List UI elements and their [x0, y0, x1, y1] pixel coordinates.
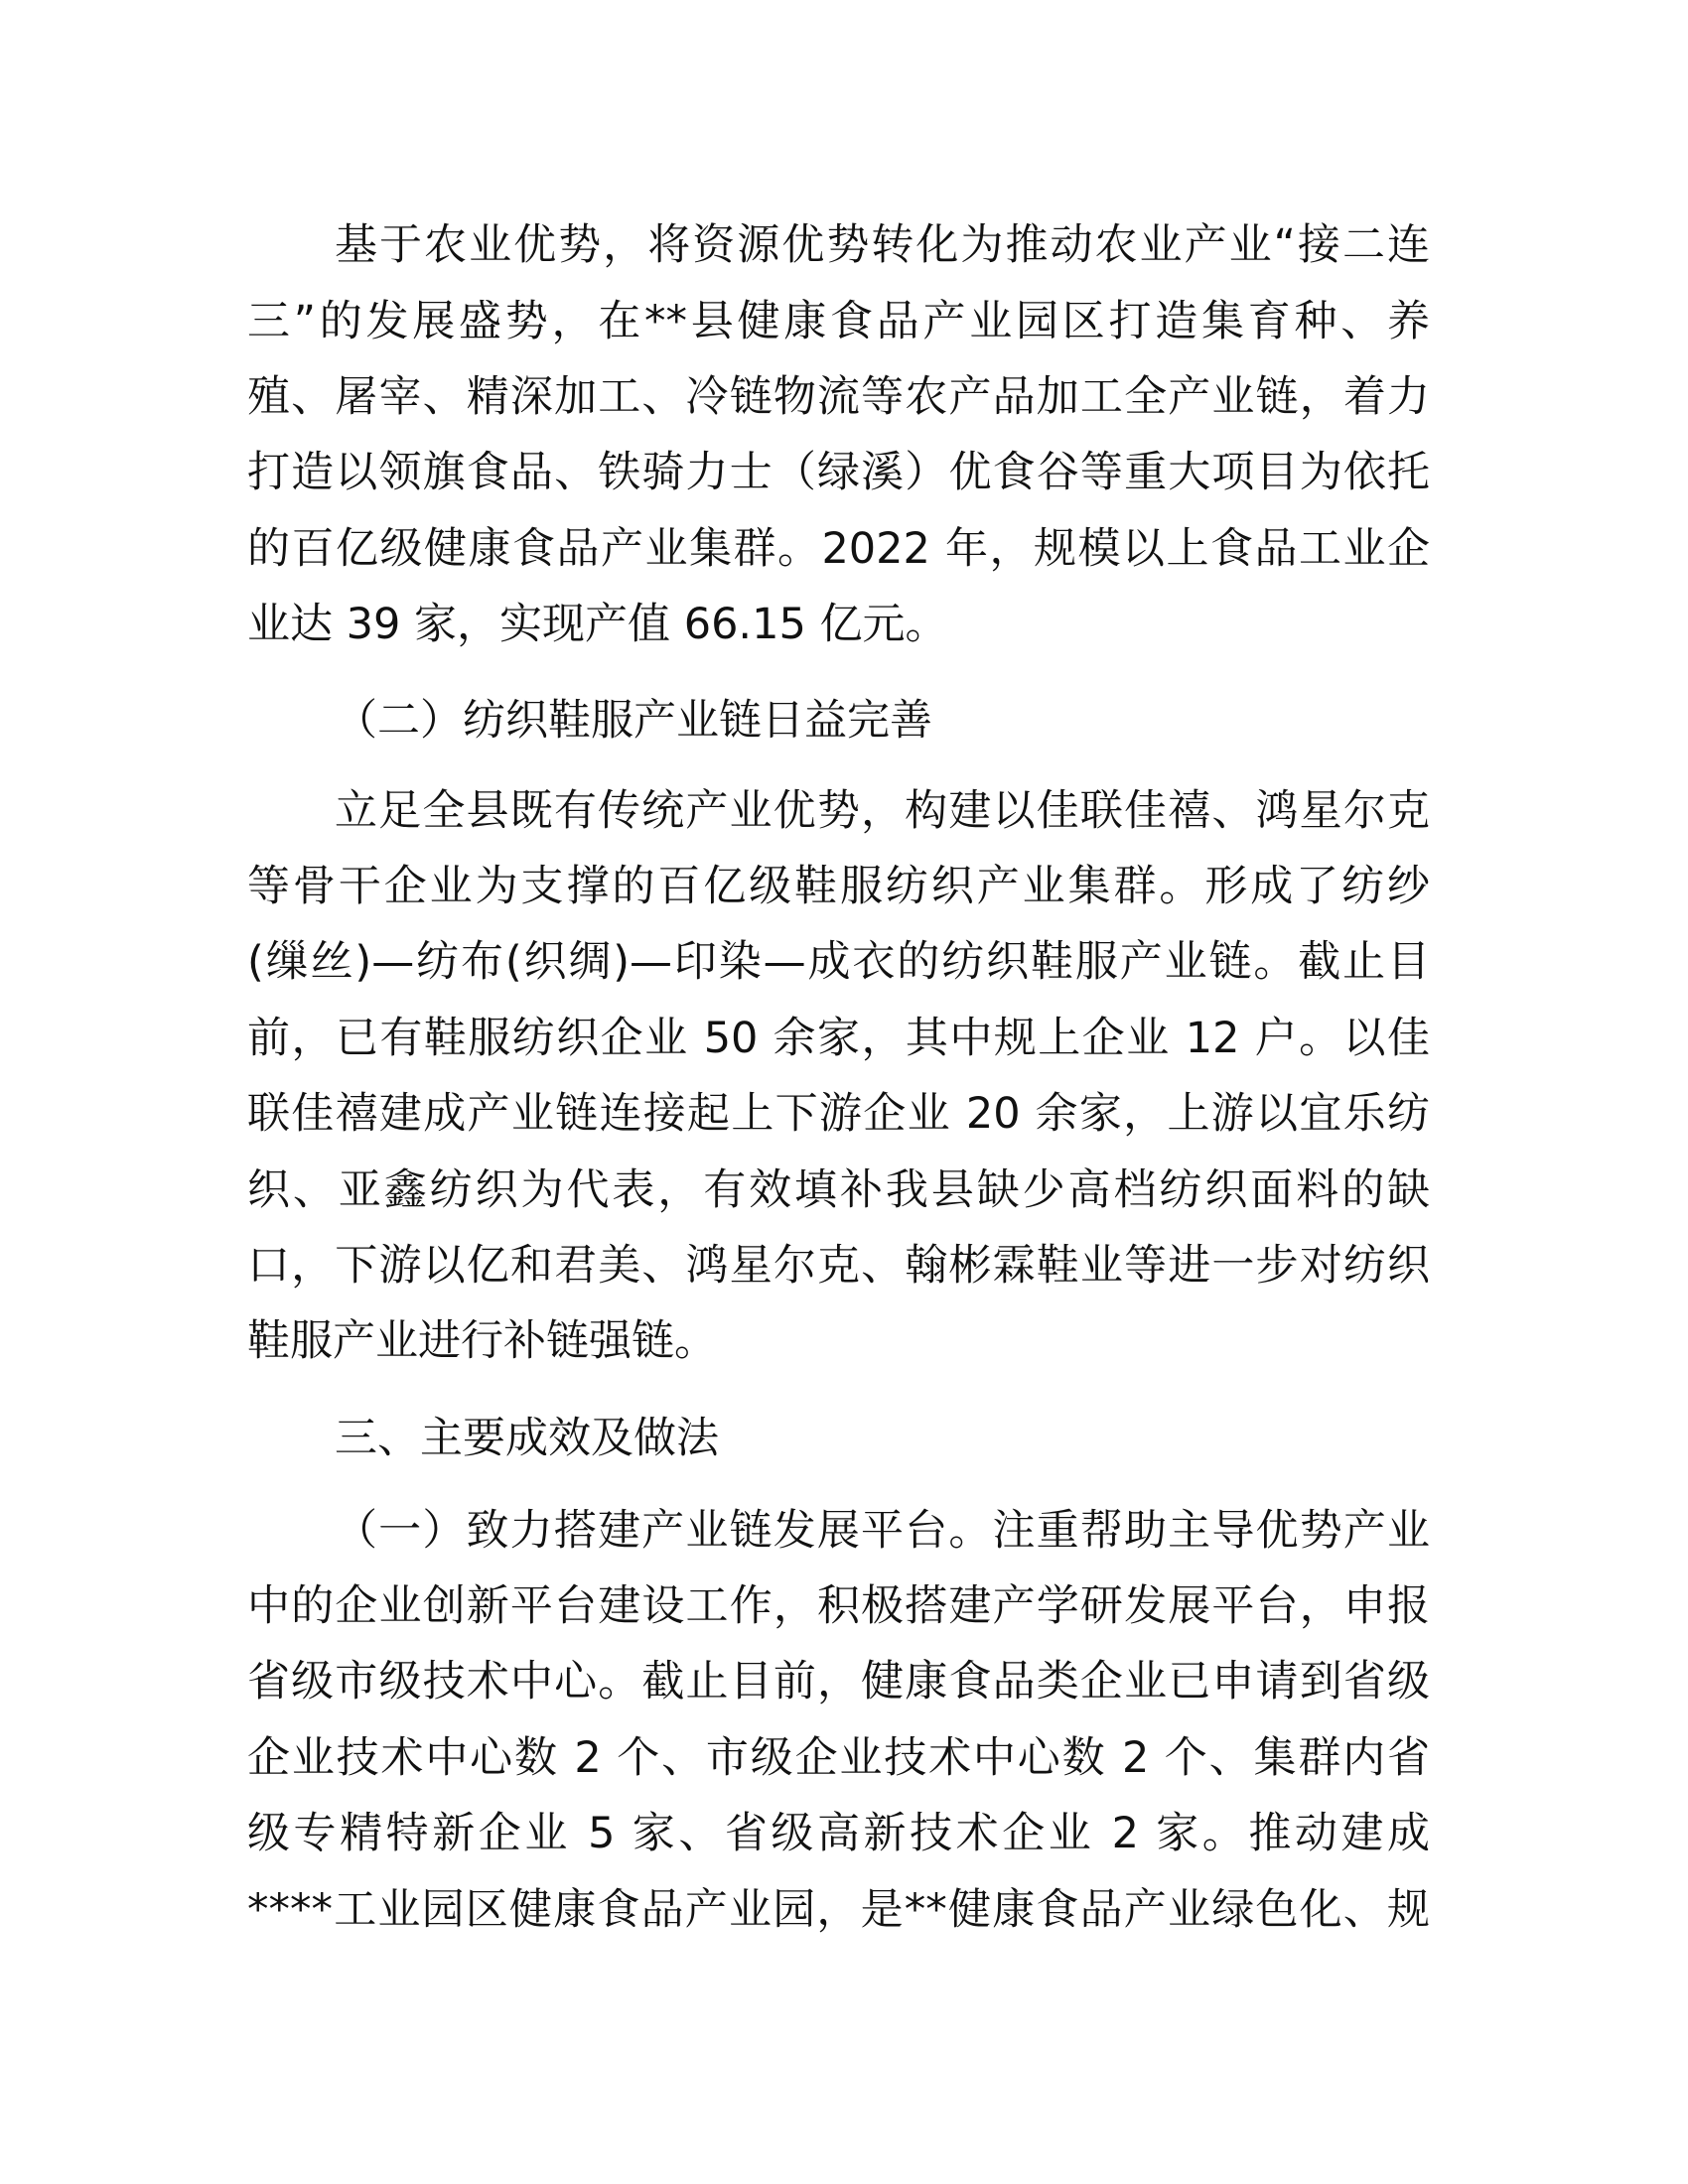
- text-line: 联佳禧建成产业链连接起上下游企业 20 余家，上游以宜乐纺: [247, 1089, 1430, 1139]
- section-heading-main-results: 三、主要成效及做法: [335, 1414, 719, 1463]
- text-line: 中的企业创新平台建设工作，积极搭建产学研发展平台，申报: [247, 1581, 1430, 1631]
- text-line: 织、亚鑫纺织为代表，有效填补我县缺少高档纺织面料的缺: [247, 1165, 1430, 1215]
- text-line: 基于农业优势，将资源优势转化为推动农业产业“接二连: [335, 220, 1430, 270]
- text-line: 口，下游以亿和君美、鸿星尔克、翰彬霖鞋业等进一步对纺织: [247, 1241, 1430, 1291]
- text-line: (缫丝)—纺布(织绸)—印染—成衣的纺织鞋服产业链。截止目: [247, 937, 1430, 987]
- text-line: ****工业园区健康食品产业园，是**健康食品产业绿色化、规: [247, 1885, 1430, 1935]
- text-line: 前，已有鞋服纺织企业 50 余家，其中规上企业 12 户。以佳: [247, 1014, 1430, 1063]
- text-line: （一）致力搭建产业链发展平台。注重帮助主导优势产业: [335, 1506, 1430, 1556]
- text-line: 鞋服产业进行补链强链。: [247, 1316, 717, 1366]
- text-line: 省级市级技术中心。截止目前，健康食品类企业已申请到省级: [247, 1657, 1430, 1706]
- text-line: 立足全县既有传统产业优势，构建以佳联佳禧、鸿星尔克: [335, 786, 1430, 836]
- text-line: 的百亿级健康食品产业集群。2022 年，规模以上食品工业企: [247, 524, 1430, 574]
- text-line: 等骨干企业为支撑的百亿级鞋服纺织产业集群。形成了纺纱: [247, 862, 1430, 911]
- text-line: 业达 39 家，实现产值 66.15 亿元。: [247, 600, 948, 649]
- text-line: 打造以领旗食品、铁骑力士（绿溪）优食谷等重大项目为依托: [247, 448, 1430, 497]
- text-line: 级专精特新企业 5 家、省级高新技术企业 2 家。推动建成: [247, 1809, 1430, 1858]
- text-line: 三”的发展盛势，在**县健康食品产业园区打造集育种、养: [247, 297, 1430, 346]
- text-line: 殖、屠宰、精深加工、冷链物流等农产品加工全产业链，着力: [247, 372, 1430, 422]
- text-line: 企业技术中心数 2 个、市级企业技术中心数 2 个、集群内省: [247, 1733, 1430, 1783]
- section-heading-textile: （二）纺织鞋服产业链日益完善: [335, 696, 932, 746]
